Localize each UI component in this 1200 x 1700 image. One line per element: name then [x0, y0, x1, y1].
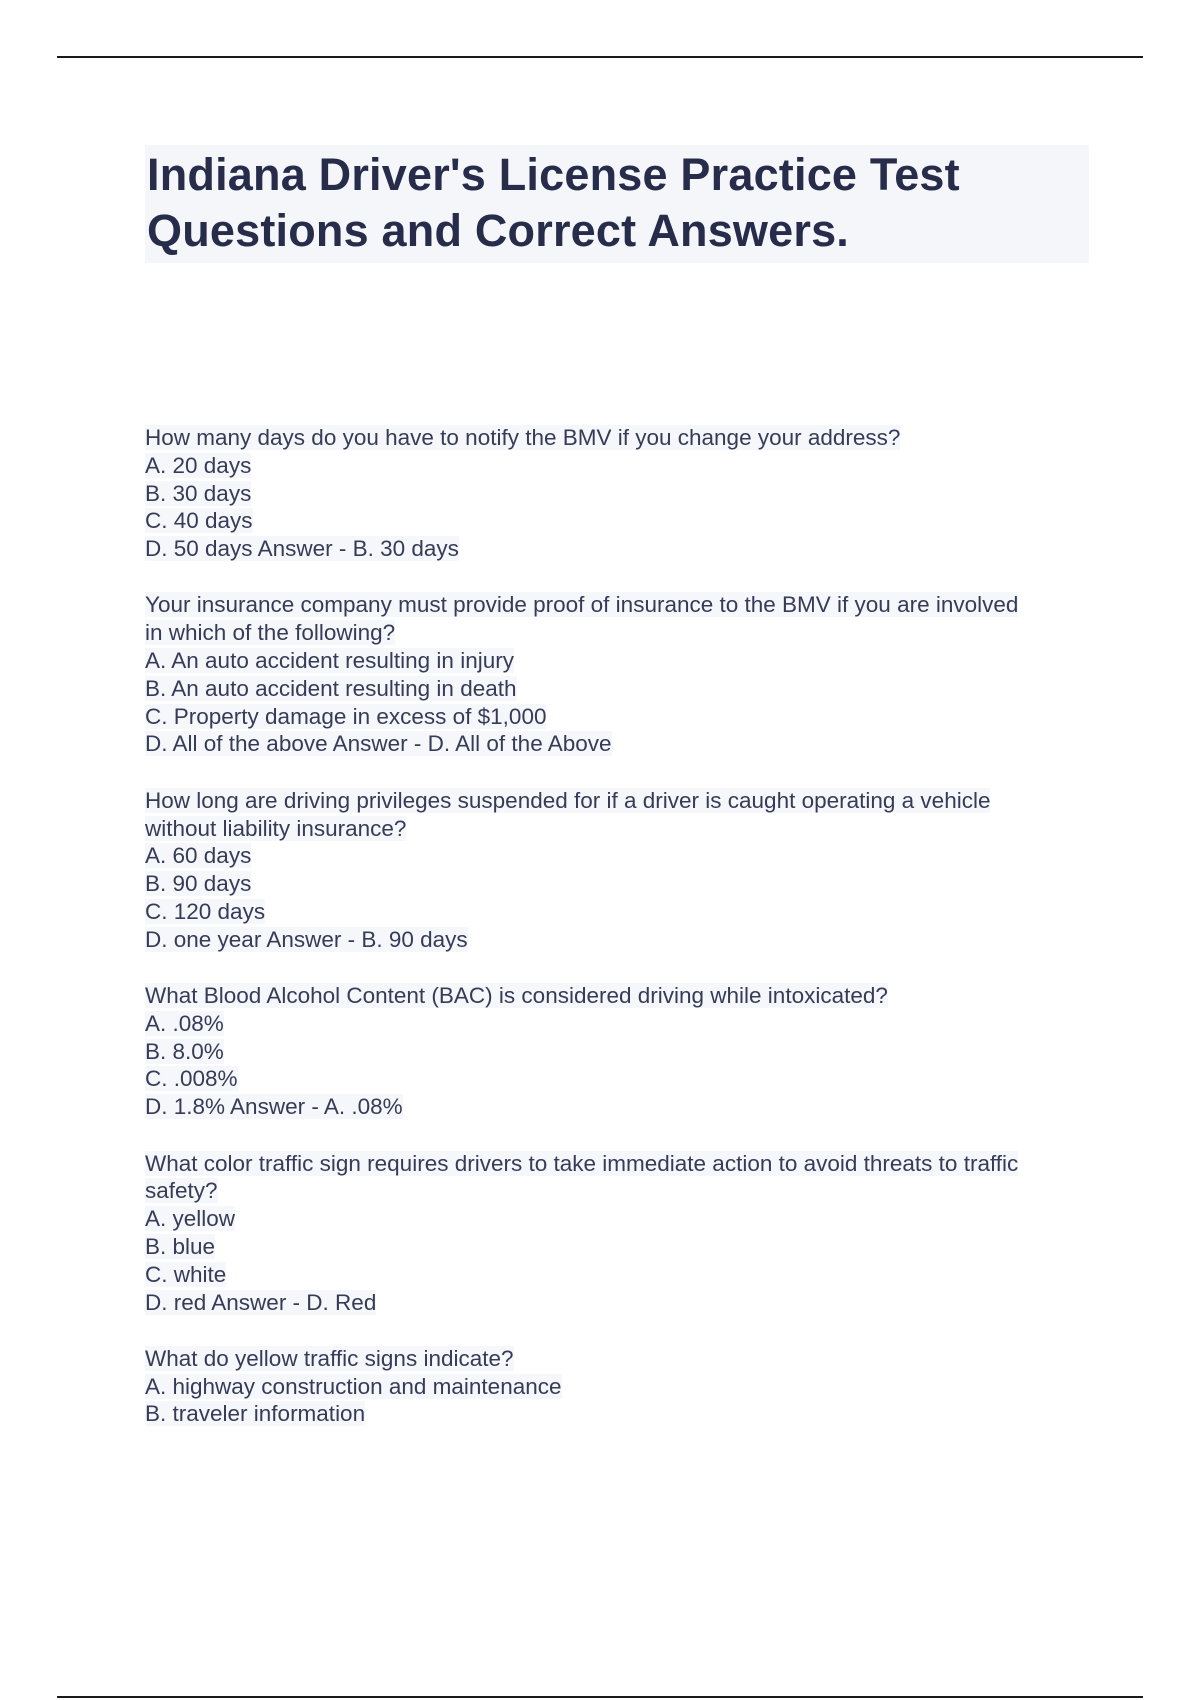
option-b: B. 90 days [145, 871, 252, 897]
option-d-answer: D. red Answer - D. Red [145, 1289, 377, 1315]
question-text-continued: without liability insurance? [145, 815, 407, 841]
top-rule [57, 56, 1143, 58]
title-line-2: Questions and Correct Answers. [147, 205, 850, 256]
option-a: A. yellow [145, 1206, 236, 1232]
option-d-answer: D. All of the above Answer - D. All of the Above [145, 731, 612, 757]
question-block-1 [145, 424, 1095, 563]
option-b: B. blue [145, 1233, 216, 1259]
question-block-5 [145, 1150, 1095, 1317]
question-text-continued: in which of the following? [145, 620, 396, 646]
bottom-rule [57, 1696, 1143, 1698]
option-c: C. .008% [145, 1066, 238, 1092]
question-block-6 [145, 1345, 1095, 1428]
option-a: A. highway construction and maintenance [145, 1373, 562, 1399]
option-c: C. Property damage in excess of $1,000 [145, 703, 547, 729]
option-c: C. 40 days [145, 508, 253, 534]
option-b: B. traveler information [145, 1401, 366, 1427]
question-list [145, 424, 1095, 1457]
question-text: What color traffic sign requires drivers to take immediate action to avoid threats to traffic [145, 1150, 1019, 1176]
option-a: A. .08% [145, 1010, 224, 1036]
question-block-4 [145, 982, 1095, 1121]
option-b: B. 8.0% [145, 1038, 224, 1064]
option-a: A. 20 days [145, 452, 252, 478]
question-text: How many days do you have to notify the BMV if you change your address? [145, 425, 901, 450]
option-a: A. An auto accident resulting in injury [145, 648, 514, 674]
option-b: B. 30 days [145, 480, 252, 506]
option-c: C. white [145, 1261, 227, 1287]
question-text: What Blood Alcohol Content (BAC) is considered driving while intoxicated? [145, 983, 888, 1009]
option-a: A. 60 days [145, 843, 252, 869]
option-d-answer: D. 50 days Answer - B. 30 days [145, 536, 459, 562]
option-c: C. 120 days [145, 898, 266, 924]
option-b: B. An auto accident resulting in death [145, 675, 517, 701]
question-text-continued: safety? [145, 1178, 218, 1204]
option-d-answer: D. 1.8% Answer - A. .08% [145, 1094, 403, 1120]
document-title [145, 145, 1089, 263]
title-line-1: Indiana Driver's License Practice Test [147, 149, 960, 200]
question-block-3 [145, 787, 1095, 954]
question-text: Your insurance company must provide proof of insurance to the BMV if you are involved [145, 592, 1019, 618]
option-d-answer: D. one year Answer - B. 90 days [145, 926, 468, 952]
question-text: How long are driving privileges suspended for if a driver is caught operating a vehicle [145, 787, 991, 813]
question-block-2 [145, 591, 1095, 758]
question-text: What do yellow traffic signs indicate? [145, 1345, 514, 1371]
